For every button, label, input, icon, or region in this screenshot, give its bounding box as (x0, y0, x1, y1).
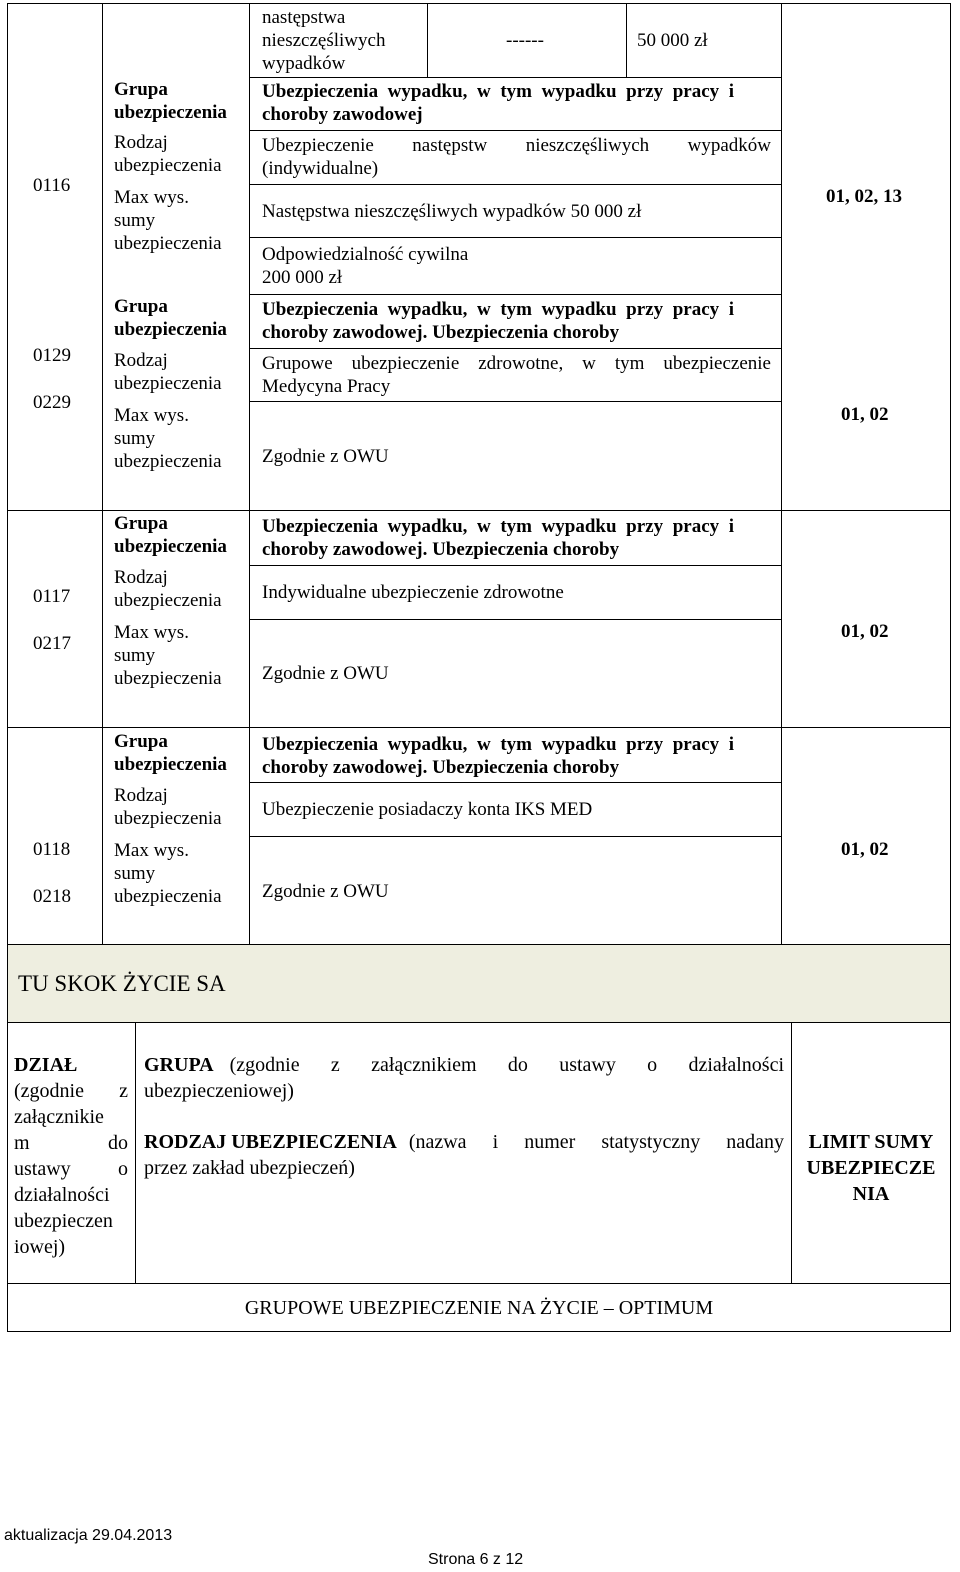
top-divider-b (626, 3, 627, 78)
label-ubezpieczenia: ubezpieczenia (114, 668, 222, 689)
group-text-line1: Ubezpieczenia wypadku, w tym wypadku przy pracy i (262, 516, 734, 537)
type-text: Indywidualne ubezpieczenie zdrowotne (262, 582, 564, 603)
limit-header-l2: UBEZPIECZE (806, 1157, 936, 1179)
label-sumy: sumy (114, 210, 156, 231)
top-divider-a (427, 3, 428, 78)
label-ubezpieczenia: ubezpieczenia (114, 102, 227, 123)
label-maxwys: Max wys. (114, 840, 189, 861)
label-ubezpieczenia: ubezpieczenia (114, 754, 227, 775)
company-bar-border (7, 1022, 951, 1023)
row-line (249, 401, 782, 402)
label-sumy: sumy (114, 645, 156, 666)
type-text-line2: (indywidualne) (262, 158, 379, 179)
row-line (7, 727, 951, 728)
label-ubezpieczenia: ubezpieczenia (114, 536, 227, 557)
label-rodzaj: Rodzaj (114, 567, 168, 588)
nnw-label-1: następstwa (262, 7, 346, 28)
label-ubezpieczenia: ubezpieczenia (114, 233, 222, 254)
dashes: ------ (506, 30, 544, 51)
code-0229: 0229 (33, 392, 71, 413)
col-divider-2 (249, 3, 250, 945)
dzial-value: 01, 02, 13 (826, 186, 902, 207)
label-rodzaj: Rodzaj (114, 785, 168, 806)
table2-border-left (7, 1022, 8, 1332)
grupa-header-bold: GRUPA (144, 1054, 214, 1076)
rodzaj-header-line2: przez zakład ubezpieczeń) (144, 1157, 355, 1179)
group-text-line1: Ubezpieczenia wypadku, w tym wypadku przy pracy i (262, 734, 734, 755)
row-line (249, 619, 782, 620)
code-0118: 0118 (33, 839, 71, 860)
rodzaj-header-bold: RODZAJ UBEZPIECZENIA (144, 1131, 397, 1153)
label-ubezpieczenia: ubezpieczenia (114, 155, 222, 176)
table-border-left (7, 3, 8, 945)
row-line (249, 836, 782, 837)
col-divider-1 (102, 3, 103, 945)
table2-border-right (950, 1022, 951, 1332)
dzial-header-l1: (zgodnie z (14, 1080, 128, 1102)
row-line (249, 782, 782, 783)
dzial-value: 01, 02 (841, 621, 889, 642)
dzial-header-l7: iowej) (14, 1236, 66, 1258)
grupa-header-line1 (144, 1052, 784, 1078)
group-text-line2: choroby zawodowej. Ubezpieczenia choroby (262, 539, 620, 560)
dzial-header-l2: załącznikie (14, 1106, 104, 1128)
label-maxwys: Max wys. (114, 405, 189, 426)
amount: 50 000 zł (637, 30, 708, 51)
nnw-label-2: nieszczęśliwych (262, 30, 386, 51)
row-line (249, 77, 782, 78)
row-line (249, 294, 782, 295)
label-maxwys: Max wys. (114, 187, 189, 208)
row-line (249, 237, 782, 238)
label-ubezpieczenia: ubezpieczenia (114, 886, 222, 907)
table-border-top (7, 3, 951, 4)
limit-header-l3: NIA (852, 1183, 890, 1205)
code-0217: 0217 (33, 633, 71, 654)
label-ubezpieczenia: ubezpieczenia (114, 590, 222, 611)
table-border-right (950, 3, 951, 945)
dzial-header-title: DZIAŁ (14, 1054, 78, 1076)
label-maxwys: Max wys. (114, 622, 189, 643)
limit-nnw: Następstwa nieszczęśliwych wypadków 50 000 zł (262, 201, 642, 222)
table2-col-divider-1 (135, 1022, 136, 1284)
label-grupa: Grupa (114, 731, 168, 752)
type-text: Ubezpieczenie posiadaczy konta IKS MED (262, 799, 593, 820)
limit-text: Zgodnie z OWU (262, 881, 389, 902)
code-0129: 0129 (33, 345, 71, 366)
type-text-line1: Grupowe ubezpieczenie zdrowotne, w tym ubezpieczenie (262, 353, 771, 374)
label-ubezpieczenia: ubezpieczenia (114, 319, 227, 340)
limit-text: Zgodnie z OWU (262, 446, 389, 467)
limit-header-l1: LIMIT SUMY (808, 1131, 934, 1153)
rodzaj-header-rest: (nazwa i numer statystyczny nadany (408, 1131, 784, 1153)
group-text-line2: choroby zawodowej. Ubezpieczenia choroby (262, 757, 620, 778)
dzial-header-l5: działalności (14, 1184, 110, 1206)
label-grupa: Grupa (114, 513, 168, 534)
code-0117: 0117 (33, 586, 71, 607)
footer-page-number: Strona 6 z 12 (428, 1551, 524, 1568)
label-sumy: sumy (114, 863, 156, 884)
row-line (7, 510, 951, 511)
rodzaj-header-line1 (144, 1129, 784, 1155)
label-rodzaj: Rodzaj (114, 132, 168, 153)
limit-text: Zgodnie z OWU (262, 663, 389, 684)
label-ubezpieczenia: ubezpieczenia (114, 808, 222, 829)
company-bar-border (950, 944, 951, 1024)
grupa-header-line2: ubezpieczeniowej) (144, 1080, 294, 1102)
dzial-value: 01, 02 (841, 404, 889, 425)
label-rodzaj: Rodzaj (114, 350, 168, 371)
product-name: GRUPOWE UBEZPIECZENIE NA ŻYCIE – OPTIMUM (244, 1297, 714, 1319)
code-0116: 0116 (33, 175, 71, 196)
group-text-line1: Ubezpieczenia wypadku, w tym wypadku przy pracy i (262, 81, 734, 102)
label-grupa: Grupa (114, 296, 168, 317)
row-line (249, 130, 782, 131)
label-grupa: Grupa (114, 79, 168, 100)
row-line (249, 565, 782, 566)
row-line (249, 184, 782, 185)
company-bar-border (7, 944, 8, 1024)
type-text-line1: Ubezpieczenie następstw nieszczęśliwych wypadków (262, 135, 771, 156)
table2-border-bottom (7, 1331, 951, 1332)
company-name: TU SKOK ŻYCIE SA (18, 971, 226, 996)
dzial-header-l6: ubezpieczen (14, 1210, 113, 1232)
limit-oc-line2: 200 000 zł (262, 267, 343, 288)
type-text-line2: Medycyna Pracy (262, 376, 391, 397)
dzial-header-l4: ustawy o (14, 1158, 128, 1180)
group-text-line1: Ubezpieczenia wypadku, w tym wypadku przy pracy i (262, 299, 734, 320)
col-divider-3 (781, 3, 782, 945)
row-line (249, 348, 782, 349)
table2-row-line (7, 1283, 951, 1284)
dzial-value: 01, 02 (841, 839, 889, 860)
group-text-line2: choroby zawodowej. Ubezpieczenia choroby (262, 322, 620, 343)
label-ubezpieczenia: ubezpieczenia (114, 451, 222, 472)
label-sumy: sumy (114, 428, 156, 449)
footer-update-date: aktualizacja 29.04.2013 (4, 1527, 173, 1544)
dzial-header-l3: m do (14, 1132, 128, 1154)
group-text-line2: choroby zawodowej (262, 104, 423, 125)
label-ubezpieczenia: ubezpieczenia (114, 373, 222, 394)
limit-oc-line1: Odpowiedzialność cywilna (262, 244, 469, 265)
grupa-header-rest: (zgodnie z załącznikiem do ustawy o działalności (229, 1054, 784, 1076)
code-0218: 0218 (33, 886, 71, 907)
nnw-label-3: wypadków (262, 53, 346, 74)
